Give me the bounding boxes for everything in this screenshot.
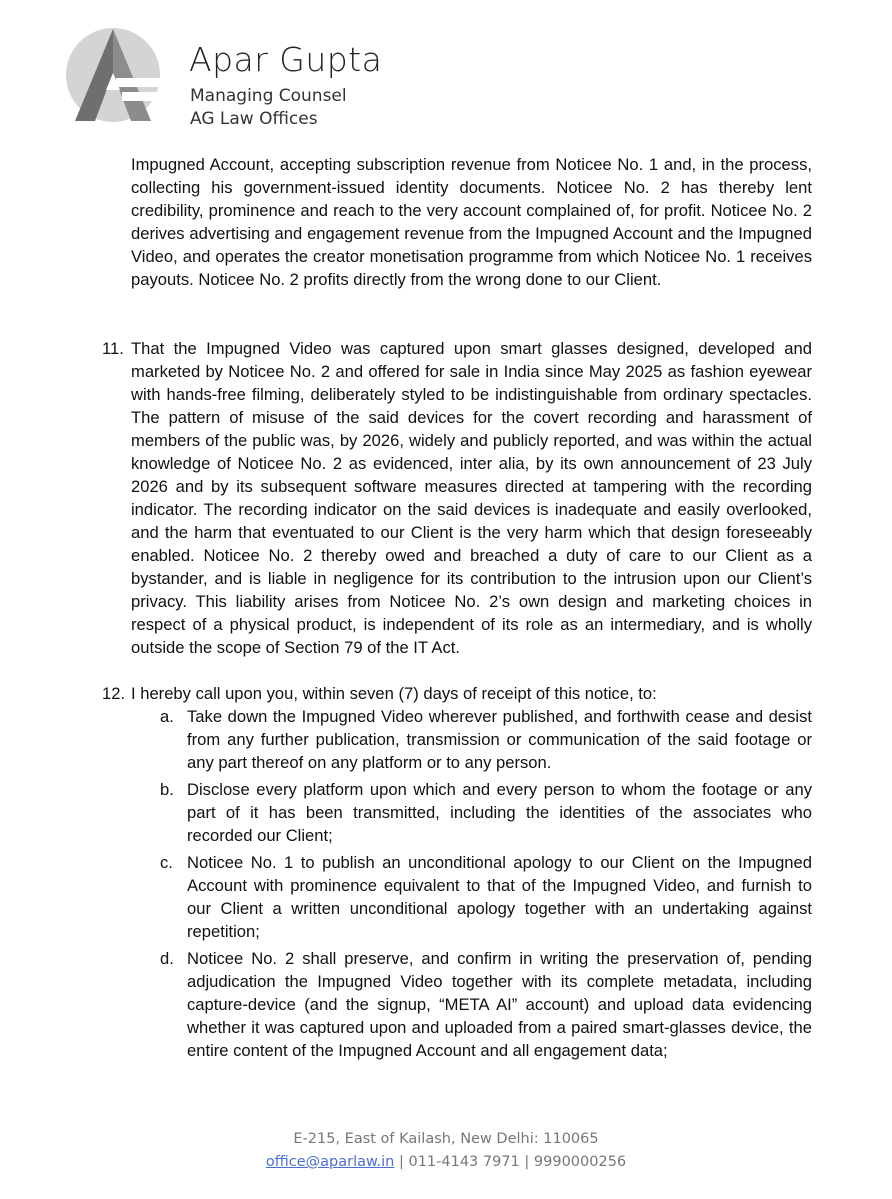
demand-text: Noticee No. 2 shall preserve, and confirm in writing the preservation of, pending adjudication the Impugned Video together with its complete metadata, including capture-device (and the signup, “META AI” account) and upload data evidencing whether it was captured upon and uploaded from a paired smart-glasses device, the entire content of the Impugned Account and all engagement data;: [187, 949, 812, 1060]
demand-item-b: [160, 778, 812, 847]
footer-address: E-215, East of Kailash, New Delhi: 110065: [293, 1131, 599, 1147]
demand-letter: b.: [160, 780, 174, 799]
demand-letter: c.: [160, 853, 173, 872]
demand-item-d: [160, 947, 812, 1062]
letterhead-name: Apar Gupta: [189, 40, 383, 79]
demand-letter: a.: [160, 707, 174, 726]
footer-contact: [0, 1154, 892, 1170]
paragraph-number: 11.: [102, 339, 124, 358]
continuation-paragraph: Impugned Account, accepting subscription revenue from Noticee No. 1 and, in the process, collecting his government-issued identity documents. Noticee No. 2 has thereby lent credibility, prominence and reach to the very account complained of, for profit. Noticee No. 2 derives advertising and engagement revenue from the Impugned Account and the Impugned Video, and operates the creator monetisation programme from which Noticee No. 1 receives payouts. Noticee No. 2 profits directly from the wrong done to our Client.: [131, 155, 812, 289]
demand-text: Disclose every platform upon which and every person to whom the footage or any part of it has been transmitted, including the identities of the associates who recorded our Client;: [187, 780, 812, 845]
demand-text: Take down the Impugned Video wherever published, and forthwith cease and desist from any further publication, transmission or communication of the said footage or any part thereof on any platform or to any person.: [187, 707, 812, 772]
demand-text: Noticee No. 1 to publish an unconditional apology to our Client on the Impugned Account with prominence equivalent to that of the Impugned Video, and furnish to our Client a written unconditional apology together with an undertaking against repetition;: [187, 853, 812, 941]
demand-letter: d.: [160, 949, 174, 968]
firm-logo: [64, 26, 162, 124]
phone-numbers: | 011-4143 7971 | 9990000256: [394, 1154, 627, 1170]
email-link[interactable]: office@aparlaw.in: [265, 1154, 395, 1170]
paragraph-text: That the Impugned Video was captured upon smart glasses designed, developed and marketed by Noticee No. 2 and offered for sale in India since May 2025 as fashion eyewear with hands-free filming, deliberately styled to be indistinguishable from ordinary spectacles. The pattern of misuse of the said devices for the covert recording and harassment of members of the public was, by 2026, widely and publicly reported, and was within the actual knowledge of Noticee No. 2 as evidenced, inter alia, by its own announcement of 23 July 2026 and by its subsequent software measures directed at tampering with the recording indicator. The recording indicator on the said devices is inadequate and easily overlooked, and the harm that eventuated to our Client is the very harm which that design foreseeably enabled. Noticee No. 2 thereby owed and breached a duty of care to our Client as a bystander, and is liable in negligence for its contribution to the intrusion upon our Client’s privacy. This liability arises from Noticee No. 2’s own design and marketing choices in respect of a physical product, is independent of its role as an intermediary, and is wholly outside the scope of Section 79 of the IT Act.: [131, 339, 812, 657]
paragraph-11: [102, 337, 812, 659]
paragraph-number: 12.: [102, 684, 126, 703]
letterhead-firm: AG Law Offices: [190, 109, 318, 129]
letter-body: [0, 153, 892, 1062]
paragraph-12: [102, 682, 812, 705]
demand-item-c: [160, 851, 812, 943]
demand-item-a: [160, 705, 812, 774]
paragraph-text: I hereby call upon you, within seven (7) days of receipt of this notice, to:: [131, 684, 657, 703]
letterhead-title: Managing Counsel: [190, 86, 347, 106]
